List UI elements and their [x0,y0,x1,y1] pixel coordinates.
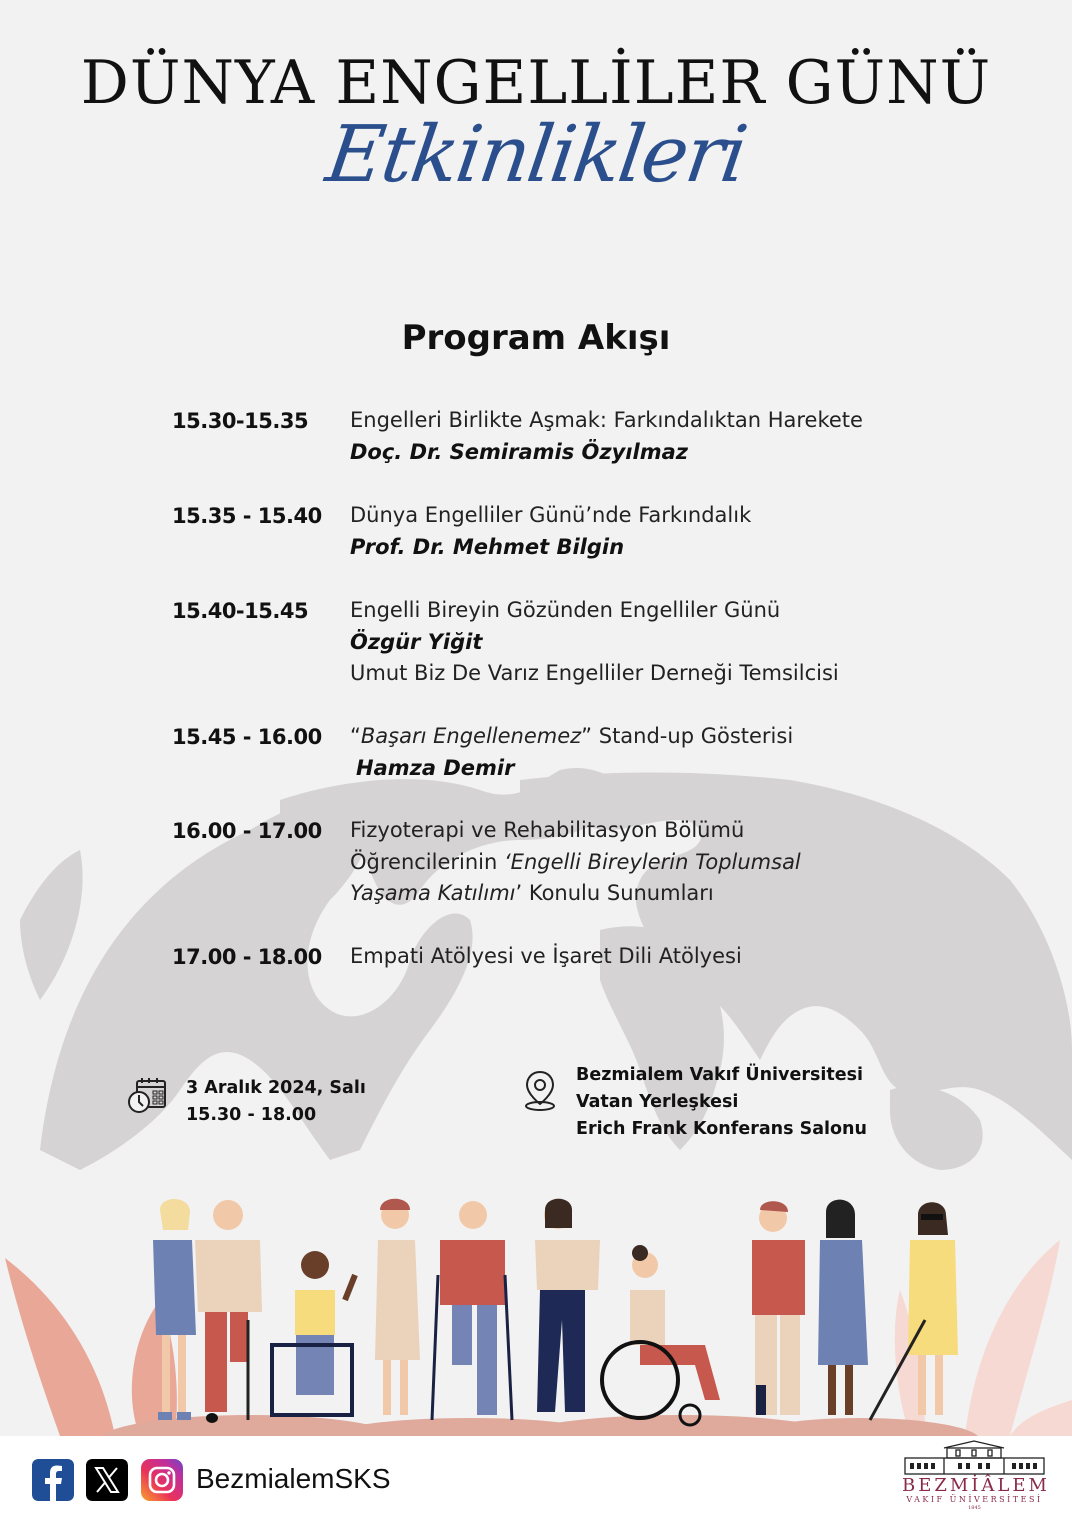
schedule-description [350,500,751,595]
person-woman-wheelchair [272,1251,355,1415]
event-venue [576,1062,867,1143]
session-title-line1: Fizyoterapi ve Rehabilitasyon Bölümü [350,818,745,842]
person-man-prosthetic-leg [752,1201,805,1415]
session-title-plain: ’ Konulu Sunumları [515,881,714,905]
logo-year: 1845 [968,1505,981,1511]
venue-campus: Vatan Yerleşkesi [576,1092,739,1112]
program-schedule [172,405,972,981]
session-title-plain: Öğrencilerinin [350,849,504,874]
schedule-row [172,941,972,981]
schedule-row [172,405,972,500]
event-date: 3 Aralık 2024, Salı [186,1078,366,1098]
person-woman-blue-dress [153,1199,196,1420]
session-title-line2 [350,847,801,879]
logo-wordmark: BEZMİÂLEM [902,1475,1050,1496]
poster-title: DÜNYA ENGELLİLER GÜNÜ [80,48,992,118]
schedule-description [350,941,742,981]
quote-close: ” [581,724,593,748]
schedule-row [172,721,972,815]
session-speaker: Doç. Dr. Semiramis Özyılmaz [350,439,688,464]
schedule-time: 15.35 - 15.40 [172,504,322,528]
schedule-description [350,721,793,815]
facebook-icon[interactable] [32,1459,74,1501]
instagram-icon[interactable] [141,1459,183,1501]
venue-university: Bezmialem Vakıf Üniversitesi [576,1065,864,1085]
session-title: Engelli Bireyin Gözünden Engelliler Günü [350,598,781,622]
schedule-row [172,815,972,941]
session-title-line3 [350,878,801,910]
program-heading: Program Akışı [401,318,671,358]
person-woman-white-cane [870,1202,958,1420]
event-hours: 15.30 - 18.00 [186,1105,317,1125]
session-title: Empati Atölyesi ve İşaret Dili Atölyesi [350,944,742,968]
schedule-description [350,595,839,721]
person-woman-beige-dress [375,1199,420,1415]
calendar-clock-icon [127,1077,169,1115]
schedule-description [350,815,801,941]
session-title-italic: ‘Engelli Bireylerin Toplumsal [504,849,801,874]
session-title: Dünya Engelliler Günü’nde Farkındalık [350,503,752,527]
session-speaker: Özgür Yiğit [350,629,483,654]
university-building-icon [902,1438,1047,1478]
schedule-time: 15.40-15.45 [172,599,309,623]
x-icon[interactable] [86,1459,128,1501]
schedule-time: 15.45 - 16.00 [172,725,322,749]
schedule-row [172,500,972,595]
session-title-italic: Yaşama Katılımı [350,881,516,905]
event-datetime [186,1075,366,1129]
person-old-man-cane [195,1200,262,1423]
person-woman-polka-dress [818,1200,868,1415]
quote-open: “ [350,724,361,748]
session-title-italic: Başarı Engellenemez [360,724,582,748]
person-woman-wheelchair-2 [602,1245,720,1425]
session-speaker: Hamza Demir [356,755,515,780]
session-title-rest: Stand-up Gösterisi [592,724,794,748]
venue-hall: Erich Frank Konferans Salonu [576,1119,867,1139]
person-woman-dark-pants [535,1199,600,1412]
schedule-time: 17.00 - 18.00 [172,945,322,969]
session-title: Engelleri Birlikte Aşmak: Farkındalıktan Harekete [350,408,863,432]
session-title [350,721,793,753]
person-man-crutches [432,1201,512,1420]
speaker-affiliation: Umut Biz De Varız Engelliler Derneği Temsilcisi [350,661,839,685]
schedule-description [350,405,863,500]
session-speaker: Prof. Dr. Mehmet Bilgin [350,534,625,559]
poster-subtitle-script: Etkinlikleri [321,110,751,200]
schedule-time: 15.30-15.35 [172,409,309,433]
university-logo [902,1438,1050,1513]
location-pin-icon [523,1070,557,1112]
social-handle: BezmialemSKS [196,1463,391,1494]
schedule-time: 16.00 - 17.00 [172,819,322,843]
schedule-row [172,595,972,721]
logo-subtitle: VAKIF ÜNİVERSİTESİ [906,1495,1043,1504]
